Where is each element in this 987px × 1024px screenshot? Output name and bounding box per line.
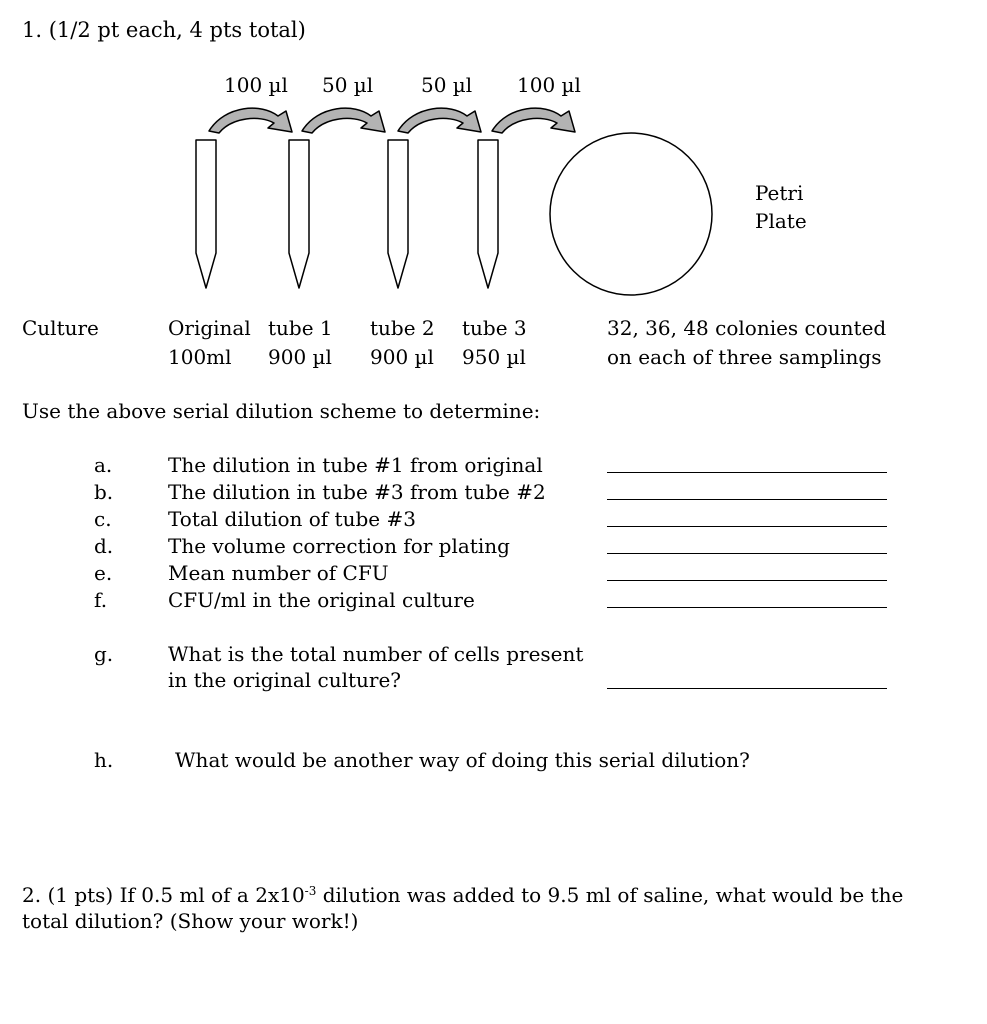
item-letter-e: e. (94, 561, 113, 585)
transfer-arrow-1 (209, 108, 292, 133)
transfer-label-2: 50 µl (322, 73, 374, 97)
item-text-b: The dilution in tube #3 from tube #2 (168, 480, 546, 504)
item-text-e: Mean number of CFU (168, 561, 389, 585)
question-2-line2: total dilution? (Show your work!) (22, 909, 359, 933)
answer-blank-b[interactable] (607, 499, 887, 500)
item-text-f: CFU/ml in the original culture (168, 588, 475, 612)
transfer-arrow-3 (398, 108, 481, 133)
tube-2 (388, 140, 408, 288)
tube-name-2: tube 2 (370, 316, 435, 340)
item-letter-d: d. (94, 534, 114, 558)
tube-name-original: Original (168, 316, 251, 340)
item-letter-c: c. (94, 507, 112, 531)
item-text-d: The volume correction for plating (168, 534, 510, 558)
transfer-label-3: 50 µl (421, 73, 473, 97)
item-letter-h: h. (94, 748, 114, 772)
item-letter-a: a. (94, 453, 113, 477)
item-text-c: Total dilution of tube #3 (168, 507, 416, 531)
tube-name-1: tube 1 (268, 316, 333, 340)
answer-blank-g[interactable] (607, 688, 887, 689)
transfer-arrow-2 (302, 108, 385, 133)
culture-label: Culture (22, 316, 99, 340)
transfer-label-1: 100 µl (224, 73, 288, 97)
tube-volume-1: 900 µl (268, 345, 332, 369)
tube-volume-2: 900 µl (370, 345, 434, 369)
transfer-arrow-4 (492, 108, 575, 133)
tube-volume-3: 950 µl (462, 345, 526, 369)
question-2-line1: 2. (1 pts) If 0.5 ml of a $2x10^{-3}$ dilution was added to 9.5 ml of saline, what would be the (22, 883, 904, 907)
instruction: Use the above serial dilution scheme to determine: (22, 399, 541, 423)
answer-blank-c[interactable] (607, 526, 887, 527)
tube-name-3: tube 3 (462, 316, 527, 340)
item-letter-g: g. (94, 642, 114, 666)
question-1-heading: 1. (1/2 pt each, 4 pts total) (22, 18, 306, 42)
item-text-h: What would be another way of doing this serial dilution? (175, 748, 750, 772)
tube-1 (289, 140, 309, 288)
answer-blank-f[interactable] (607, 607, 887, 608)
transfer-label-4: 100 µl (517, 73, 581, 97)
colonies-line1: 32, 36, 48 colonies counted (607, 316, 887, 340)
petri-label-line1: Petri (755, 181, 804, 205)
petri-plate (550, 133, 712, 295)
answer-blank-a[interactable] (607, 472, 887, 473)
answer-blank-d[interactable] (607, 553, 887, 554)
tube-volume-original: 100ml (168, 345, 232, 369)
tube-3 (478, 140, 498, 288)
colonies-line2: on each of three samplings (607, 345, 882, 369)
petri-label-line2: Plate (755, 209, 807, 233)
item-text-g-line2: in the original culture? (168, 668, 402, 692)
item-text-a: The dilution in tube #1 from original (168, 453, 543, 477)
item-text-g-line1: What is the total number of cells present (168, 642, 584, 666)
serial-dilution-diagram (0, 0, 987, 320)
item-letter-f: f. (94, 588, 108, 612)
item-letter-b: b. (94, 480, 114, 504)
tube-original (196, 140, 216, 288)
answer-blank-e[interactable] (607, 580, 887, 581)
